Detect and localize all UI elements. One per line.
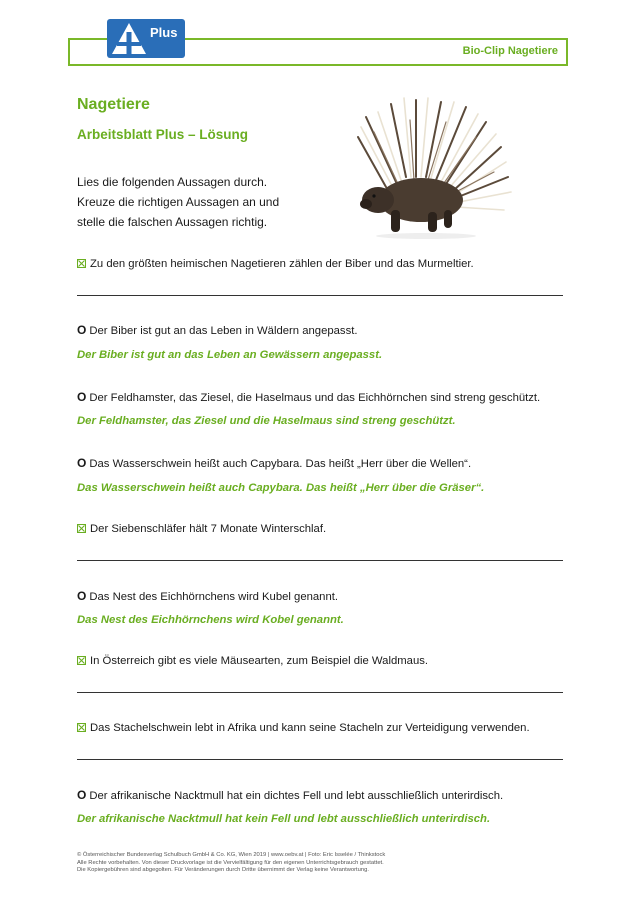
footer-line: © Österreichischer Bundesverlag Schulbuch GmbH & Co. KG, Wien 2019 | www.oebv.at | Foto: Eric Isselée / Thinkstock [77, 852, 386, 858]
answer-line [77, 692, 563, 693]
logo-text: Plus [150, 25, 178, 40]
statement-7 [77, 655, 428, 667]
instruction-line: stelle die falschen Aussagen richtig. [77, 215, 268, 229]
checked-box-icon [77, 524, 86, 533]
answer-line [77, 560, 563, 561]
statement-text: Der Siebenschläfer hält 7 Monate Winterschlaf. [90, 523, 327, 535]
statement-1 [77, 258, 474, 270]
unchecked-marker: O [77, 390, 87, 404]
unchecked-marker: O [77, 456, 87, 470]
answer-line [77, 759, 563, 760]
unchecked-marker: O [77, 589, 87, 603]
triangle-logo-icon [111, 22, 147, 55]
statement-2 [77, 323, 358, 337]
page-subtitle: Arbeitsblatt Plus – Lösung [77, 127, 249, 142]
statement-6 [77, 589, 338, 603]
statement-text: Der afrikanische Nacktmull hat ein dichtes Fell und lebt ausschließlich unterirdisch. [89, 790, 504, 802]
header-title: Bio-Clip Nagetiere [462, 45, 558, 57]
unchecked-marker: O [77, 323, 87, 337]
statement-4 [77, 456, 471, 470]
correction-text: Der Biber ist gut an das Leben an Gewässern angepasst. [77, 349, 383, 361]
statement-text: In Österreich gibt es viele Mäusearten, zum Beispiel die Waldmaus. [90, 655, 429, 667]
statement-3 [77, 390, 540, 404]
statement-text: Das Nest des Eichhörnchens wird Kubel genannt. [89, 591, 339, 603]
correction-text: Der Feldhamster, das Ziesel und die Haselmaus sind streng geschützt. [77, 415, 456, 427]
footer-copyright [77, 852, 385, 875]
answer-line [77, 295, 563, 296]
statement-text: Der Feldhamster, das Ziesel, die Haselmaus und das Eichhörnchen sind streng geschützt. [89, 392, 541, 404]
unchecked-marker: O [77, 788, 87, 802]
instructions [77, 172, 317, 232]
checked-box-icon [77, 259, 86, 268]
correction-text: Der afrikanische Nacktmull hat kein Fell und lebt ausschließlich unterirdisch. [77, 813, 491, 825]
checked-box-icon [77, 723, 86, 732]
correction-text: Das Nest des Eichhörnchens wird Kobel genannt. [77, 614, 344, 626]
instruction-line: Kreuze die richtigen Aussagen an und [77, 195, 280, 209]
footer-line: Die Kopiergebühren sind abgegolten. Für Veränderungen durch Dritte übernimmt der Verlag keine Verantwortung. [77, 867, 369, 873]
footer-line: Alle Rechte vorbehalten. Von dieser Druckvorlage ist die Vervielfältigung für den eigenen Unterrichtsgebrauch gestattet. [77, 859, 384, 866]
statement-text: Der Biber ist gut an das Leben in Wäldern angepasst. [89, 325, 358, 337]
porcupine-image [336, 92, 516, 242]
correction-text: Das Wasserschwein heißt auch Capybara. Das heißt „Herr über die Gräser“. [77, 482, 485, 494]
page-title: Nagetiere [77, 96, 150, 113]
instruction-line: Lies die folgenden Aussagen durch. [77, 175, 268, 189]
plus-logo [107, 19, 185, 58]
checked-box-icon [77, 656, 86, 665]
statement-9 [77, 788, 503, 802]
statement-text: Das Wasserschwein heißt auch Capybara. Das heißt „Herr über die Wellen“. [89, 458, 472, 470]
statement-text: Zu den größten heimischen Nagetieren zählen der Biber und das Murmeltier. [90, 258, 474, 270]
statement-8 [77, 722, 530, 734]
statement-text: Das Stachelschwein lebt in Afrika und kann seine Stacheln zur Verteidigung verwenden. [90, 722, 530, 734]
statement-5 [77, 523, 326, 535]
